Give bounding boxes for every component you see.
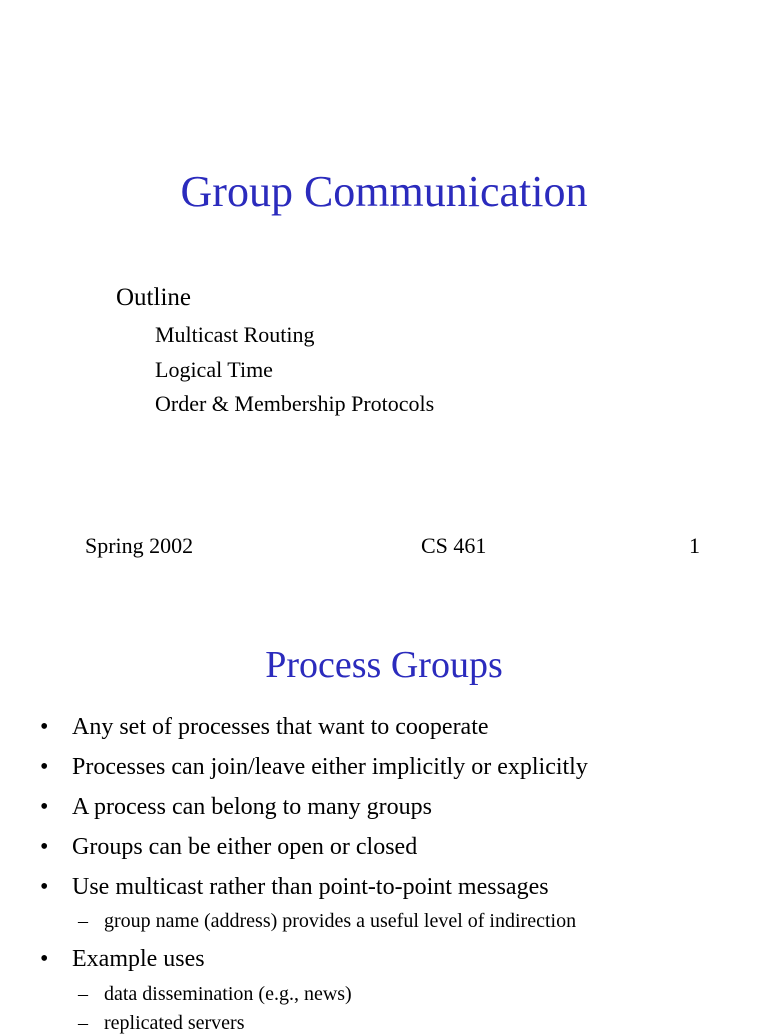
- bullet-text: Use multicast rather than point-to-point messages: [72, 874, 549, 900]
- outline-item: Order & Membership Protocols: [155, 391, 435, 416]
- bullet-text: Groups can be either open or closed: [72, 834, 418, 860]
- bullet-marker: •: [40, 874, 49, 900]
- slide-title: Group Communication: [180, 167, 588, 216]
- sub-bullet-text: replicated servers: [104, 1012, 245, 1034]
- footer-page-number: 1: [689, 533, 700, 558]
- sub-bullet-marker: –: [78, 910, 88, 932]
- sub-bullet-marker: –: [78, 1012, 88, 1034]
- bullet-item: [40, 872, 549, 902]
- bullet-item: [40, 712, 489, 742]
- bullet-text: A process can belong to many groups: [72, 794, 432, 820]
- sub-bullet-item: [78, 981, 352, 1007]
- bullet-marker: •: [40, 754, 49, 780]
- bullet-item: [40, 832, 417, 862]
- slide-title: Process Groups: [265, 644, 503, 686]
- sub-bullet-item: [78, 908, 576, 934]
- sub-bullet-marker: –: [78, 983, 88, 1005]
- footer-date: Spring 2002: [85, 533, 194, 558]
- bullet-marker: •: [40, 946, 49, 972]
- bullet-marker: •: [40, 714, 49, 740]
- outline-item: Logical Time: [155, 357, 273, 382]
- bullet-text: Any set of processes that want to cooperate: [72, 714, 489, 740]
- bullet-item: [40, 944, 205, 974]
- sub-bullet-text: group name (address) provides a useful level of indirection: [104, 910, 577, 932]
- outline-item: Multicast Routing: [155, 322, 315, 347]
- outline-heading: Outline: [116, 284, 191, 311]
- sub-bullet-text: data dissemination (e.g., news): [104, 983, 352, 1005]
- bullet-text: Example uses: [72, 946, 205, 972]
- bullet-text: Processes can join/leave either implicitly or explicitly: [72, 754, 588, 780]
- bullet-item: [40, 792, 432, 822]
- sub-bullet-item: [78, 1010, 244, 1036]
- footer-course: CS 461: [421, 533, 487, 558]
- bullet-marker: •: [40, 794, 49, 820]
- bullet-item: [40, 752, 588, 782]
- bullet-marker: •: [40, 834, 49, 860]
